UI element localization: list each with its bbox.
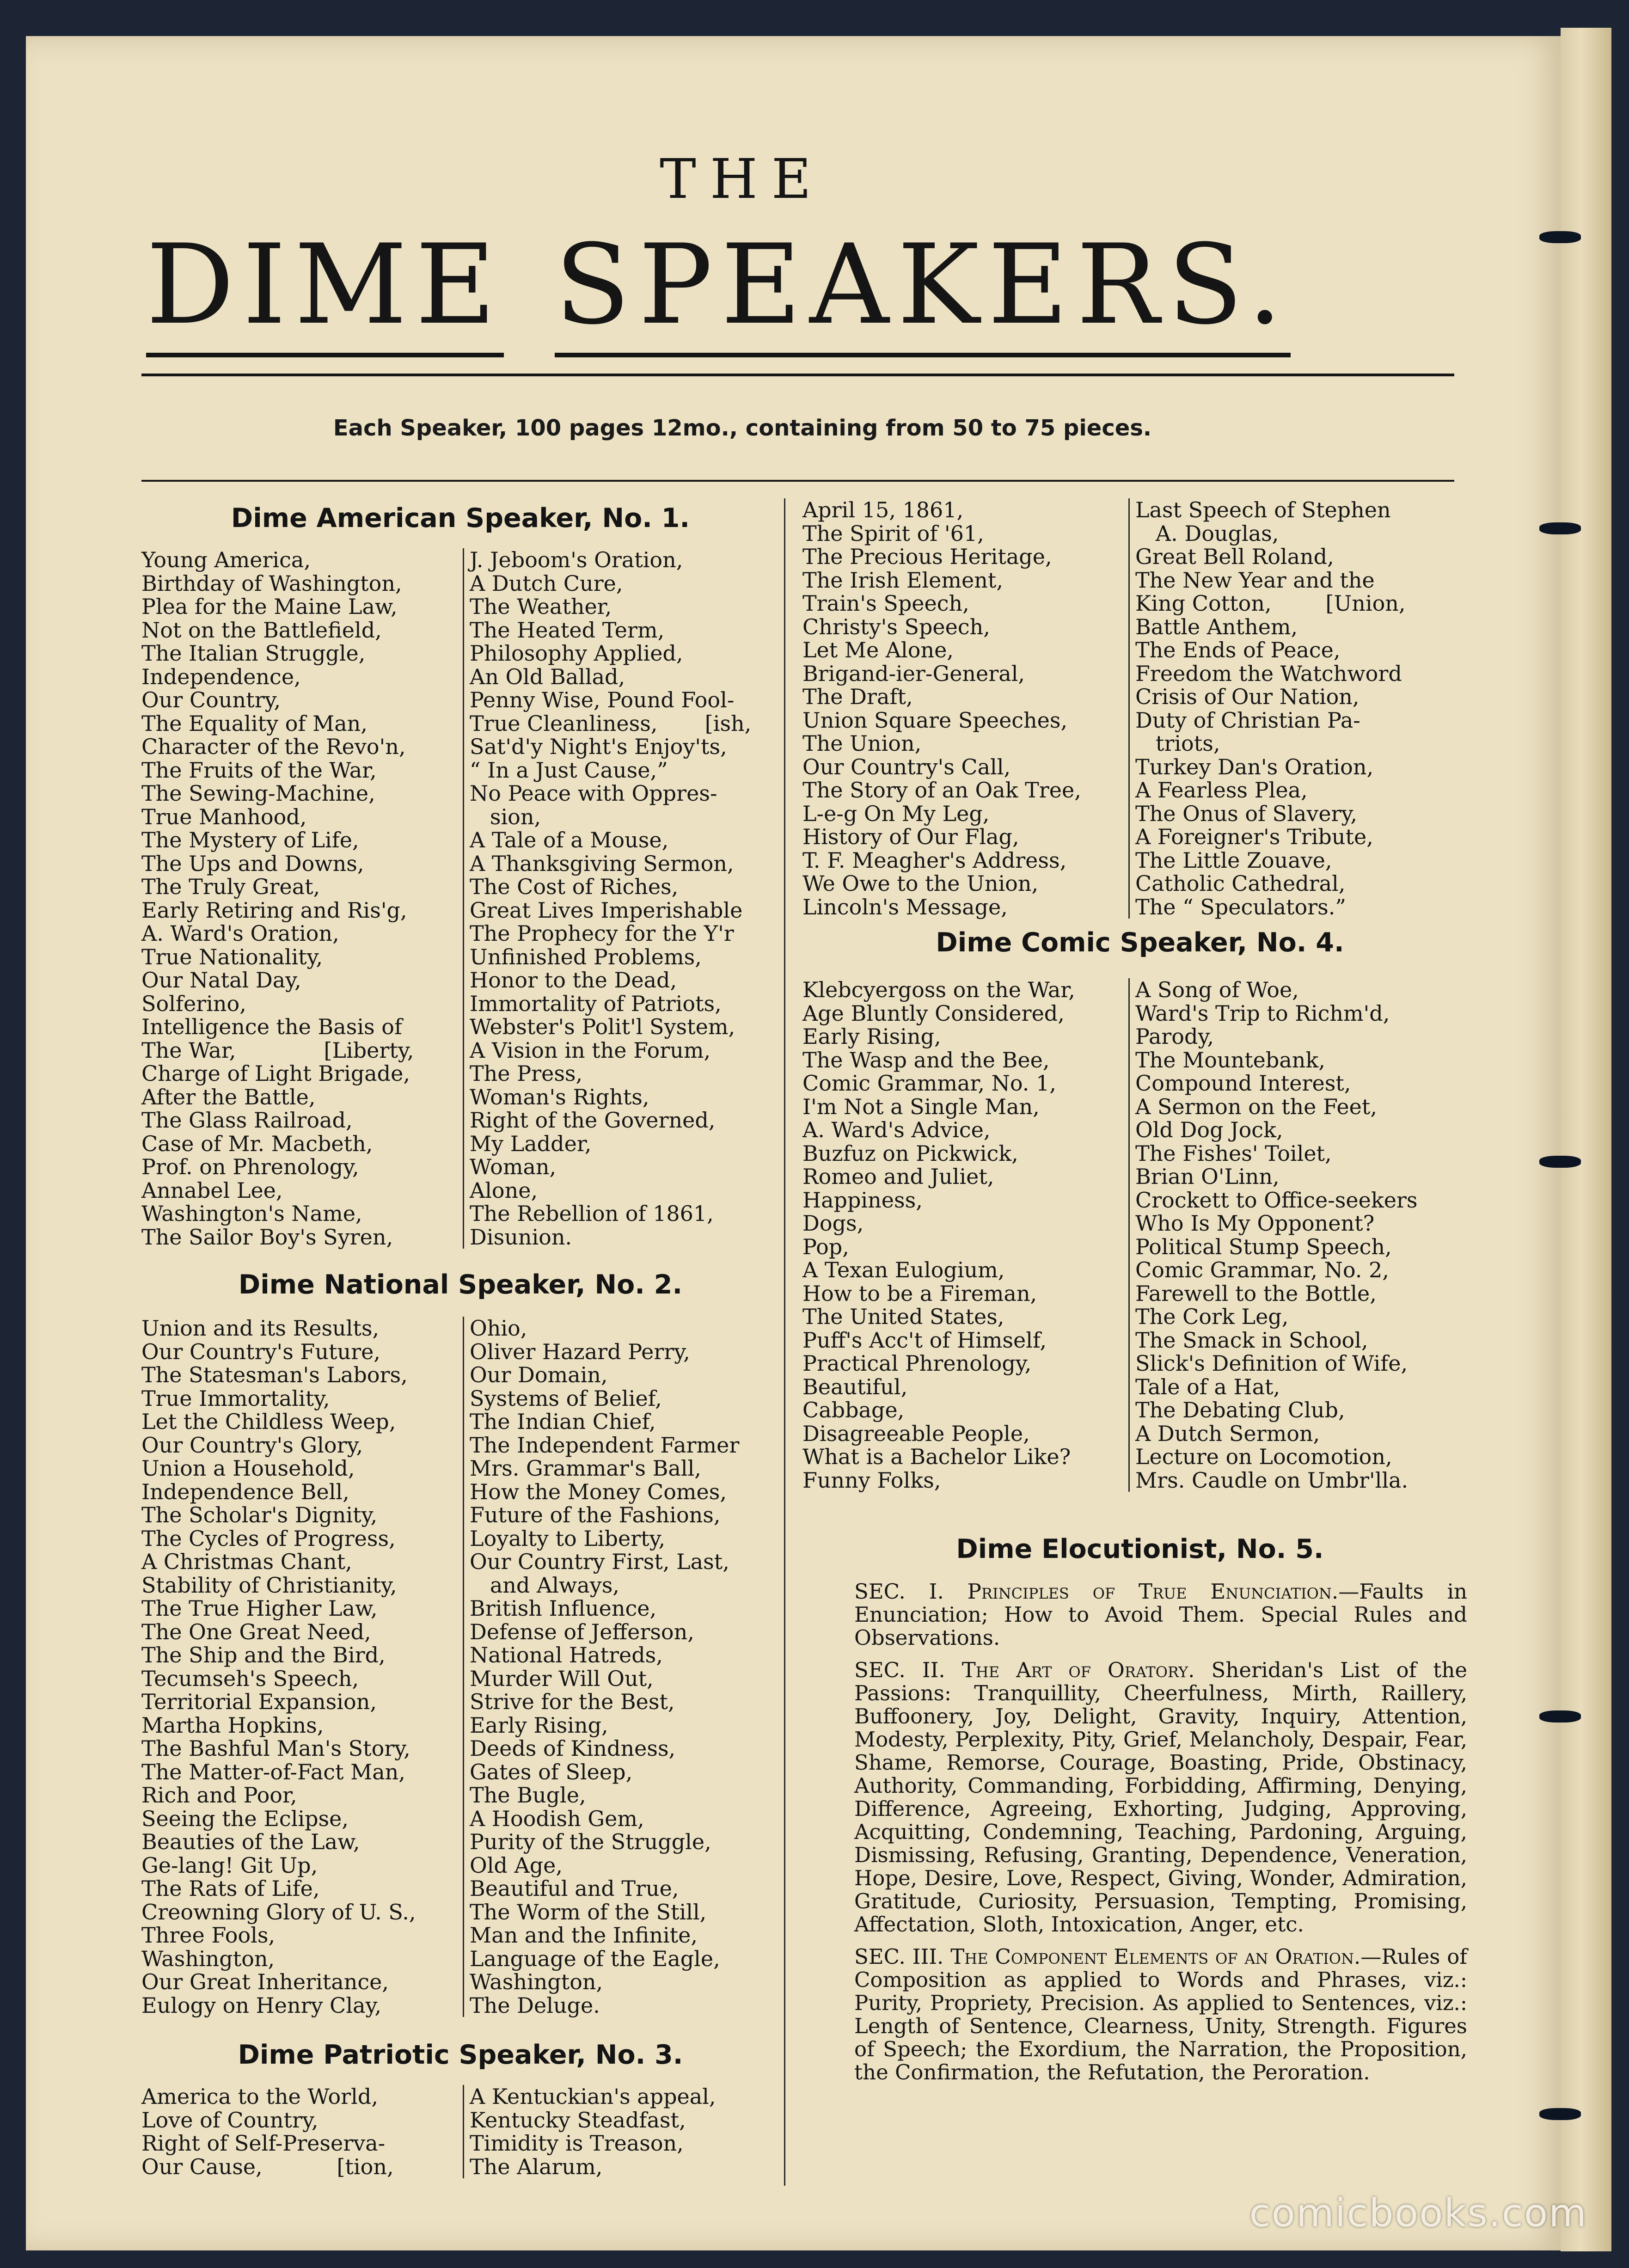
list-item: Union and its Results, (141, 1316, 380, 1341)
list-item: How to be a Fireman, (802, 1281, 1037, 1306)
list-item: Eulogy on Henry Clay, (141, 1992, 382, 2018)
list-item: The Italian Struggle, (141, 641, 366, 666)
list-item: Early Retiring and Ris'g, (141, 897, 407, 923)
list-item: A Tale of a Mouse, (470, 828, 669, 852)
list-item: Creowning Glory of U. S., (141, 1899, 416, 1925)
list-item: Woman's Rights, (470, 1084, 649, 1109)
list-item: The Precious Heritage, (802, 544, 1052, 569)
list-item: Pop, (802, 1234, 849, 1259)
elocutionist-contents (829, 1580, 1467, 2093)
list-item: The Weather, (470, 594, 612, 619)
list-item: sion, (470, 804, 541, 829)
binding-stitch (1539, 1156, 1581, 1168)
list-item: Character of the Revo'n, (141, 734, 406, 759)
list-item: No Peace with Oppres- (470, 781, 717, 806)
list-item: The Independent Farmer (470, 1432, 740, 1458)
elocutionist-section-2: SEC. II. The Art of Oratory. Sheridan's List of the Passions: Tranquillity, Cheerfulness, Mirth, Raillery, Buffoonery, Joy, Delight, Gravity, Inquiry, Attention, Modesty, Perplexity, Pity, Grief, Melancholy, Despair, Fear, Shame, Remorse, Courage, Boasting, Pride, Obstinacy, Authority, Commanding, Forbidding, Affirming, Denying, Difference, Agreeing, Exhorting, Judging, Approving, Acquitting, Condemning, Teaching, Pardoning, Arguing, Dismissing, Refusing, Granting, Dependence, Veneration, Hope, Desire, Love, Respect, Giving, Wonder, Admiration, Gratitude, Curiosity, Persuasion, Tempting, Promising, Affectation, Sloth, Intoxication, Anger, etc. (854, 1658, 1468, 1937)
list-item: Systems of Belief, (470, 1385, 662, 1411)
list-item: Klebcyergoss on the War, (802, 977, 1075, 1002)
patriotic-list-right (463, 2085, 784, 2178)
list-item: Beautiful and True, (470, 1876, 679, 1901)
national-list-left (141, 1317, 460, 2017)
list-item: National Hatreds, (470, 1643, 663, 1667)
list-item: The Truly Great, (141, 874, 320, 899)
list-item: Martha Hopkins, (141, 1712, 324, 1738)
list-item: Plea for the Maine Law, (141, 594, 398, 619)
list-item: The Prophecy for the Y'r (470, 921, 734, 946)
list-item: A. Douglas, (1135, 521, 1279, 546)
list-item: The Debating Club, (1135, 1398, 1345, 1422)
list-item: A Thanksgiving Sermon, (470, 851, 734, 876)
list-item: Union a Household, (141, 1456, 355, 1481)
list-item: Mrs. Grammar's Ball, (470, 1456, 701, 1481)
list-item: Buzfuz on Pickwick, (802, 1140, 1018, 1166)
list-item: Our Great Inheritance, (141, 1969, 389, 1994)
list-item: Deeds of Kindness, (470, 1736, 676, 1761)
list-item: T. F. Meagher's Address, (802, 847, 1067, 873)
list-item: Strive for the Best, (470, 1689, 675, 1714)
list-item: The Cork Leg, (1135, 1304, 1289, 1329)
section-heading-comic: Dime Comic Speaker, No. 4. (936, 927, 1344, 958)
list-item: Our Country First, Last, (470, 1549, 729, 1574)
list-item: Puff's Acc't of Himself, (802, 1327, 1047, 1353)
list-item: Not on the Battlefield, (141, 617, 382, 643)
binding-stitch (1539, 2108, 1581, 2120)
list-item: Stability of Christianity, (141, 1572, 397, 1598)
list-item: Washington's Name, (141, 1201, 362, 1226)
list-item: Old Age, (470, 1852, 563, 1878)
list-item: Right of the Governed, (470, 1108, 716, 1133)
list-item: Washington, (141, 1946, 275, 1971)
list-item: A Vision in the Forum, (470, 1037, 711, 1063)
title-rule (141, 374, 1454, 376)
list-item: Tecumseh's Speech, (141, 1666, 359, 1691)
list-item: Catholic Cathedral, (1135, 871, 1346, 896)
list-item: The Story of an Oak Tree, (802, 778, 1081, 803)
list-item: Solferino, (141, 991, 246, 1016)
list-item: Ge-lang! Git Up, (141, 1852, 318, 1878)
list-item: A Christmas Chant, (141, 1549, 352, 1574)
list-item: Comic Grammar, No. 2, (1135, 1257, 1389, 1282)
list-item: True Immortality, (141, 1385, 330, 1411)
list-item: Charge of Light Brigade, (141, 1061, 410, 1086)
list-item: A Foreigner's Tribute, (1135, 824, 1373, 849)
patriotic-list-continued-left (802, 498, 1126, 919)
list-item: The Ends of Peace, (1135, 637, 1341, 662)
list-item: The Cycles of Progress, (141, 1526, 396, 1551)
list-item: Slick's Definition of Wife, (1135, 1351, 1408, 1376)
list-item: The Glass Railroad, (141, 1108, 353, 1133)
list-item: Let the Childless Weep, (141, 1409, 396, 1434)
list-item: Gates of Sleep, (470, 1759, 633, 1784)
watermark: comicbooks.com (1249, 2190, 1587, 2236)
list-item: True Manhood, (141, 804, 307, 829)
list-item: Romeo and Juliet, (802, 1164, 994, 1189)
list-item: Right of Self-Preserva- (141, 2131, 386, 2156)
list-item: Turkey Dan's Oration, (1135, 754, 1374, 779)
list-item: British Influence, (470, 1596, 657, 1621)
page-title (146, 221, 1291, 349)
list-item: Beautiful, (802, 1374, 908, 1399)
comic-list-left (802, 978, 1126, 1492)
section-heading-american: Dime American Speaker, No. 1. (231, 503, 690, 533)
list-item: Early Rising, (802, 1024, 941, 1049)
list-item: Compound Interest, (1135, 1071, 1351, 1096)
comic-list-right (1128, 978, 1477, 1492)
list-item: The Sewing-Machine, (141, 781, 375, 806)
list-item: Oliver Hazard Perry, (470, 1339, 690, 1364)
list-item: Duty of Christian Pa- (1135, 707, 1360, 733)
list-item: An Old Ballad, (470, 664, 625, 689)
list-item: Brigand-ier-General, (802, 661, 1025, 686)
list-item: The Mountebank, (1135, 1047, 1325, 1073)
list-item: L-e-g On My Leg, (802, 801, 990, 826)
list-item: The Rats of Life, (141, 1876, 320, 1901)
list-item: The Draft, (802, 684, 913, 709)
list-item: Independence, (141, 664, 301, 689)
list-item: “ In a Just Cause,” (470, 757, 668, 783)
list-item: Cabbage, (802, 1398, 905, 1422)
list-item: Birthday of Washington, (141, 570, 402, 596)
list-item: Territorial Expansion, (141, 1689, 377, 1714)
list-item: The True Higher Law, (141, 1596, 378, 1621)
list-item: Loyalty to Liberty, (470, 1526, 666, 1551)
list-item: Our Domain, (470, 1362, 608, 1387)
list-item: Who Is My Opponent? (1135, 1211, 1375, 1236)
list-item: True Cleanliness, [ish, (470, 711, 752, 736)
title-word-dime: DIME (146, 221, 504, 357)
list-item: The Alarum, (470, 2154, 603, 2179)
list-item: The Irish Element, (802, 567, 1003, 593)
list-item: A Kentuckian's appeal, (470, 2084, 716, 2109)
list-item: Farewell to the Bottle, (1135, 1281, 1377, 1306)
list-item: Our Country's Call, (802, 754, 1011, 779)
list-item: The Spirit of '61, (802, 521, 984, 546)
elocutionist-section-1: SEC. I. Principles of True Enunciation.—Faults in Enunciation; How to Avoid Them. Special Rules and Observations. (854, 1579, 1467, 1650)
list-item: Old Dog Jock, (1135, 1117, 1283, 1142)
list-item: J. Jeboom's Oration, (470, 547, 683, 572)
list-item: We Owe to the Union, (802, 871, 1039, 896)
page-edge (1561, 28, 1611, 2251)
list-item: Our Country's Future, (141, 1339, 380, 1364)
subheading: Each Speaker, 100 pages 12mo., containing from 50 to 75 pieces. (333, 415, 1152, 441)
list-item: Freedom the Watchword (1135, 661, 1402, 686)
list-item: Timidity is Treason, (470, 2131, 684, 2156)
list-item: Independence Bell, (141, 1479, 349, 1504)
list-item: Kentucky Steadfast, (470, 2107, 686, 2133)
list-item: The Fruits of the War, (141, 757, 377, 783)
list-item: Purity of the Struggle, (470, 1829, 711, 1854)
list-item: Defense of Jefferson, (470, 1619, 694, 1644)
list-item: Honor to the Dead, (470, 968, 677, 993)
list-item: The Smack in School, (1135, 1327, 1368, 1353)
list-item: I'm Not a Single Man, (802, 1094, 1040, 1119)
list-item: The Onus of Slavery, (1135, 801, 1358, 826)
list-item: The Ups and Downs, (141, 851, 364, 876)
list-item: What is a Bachelor Like? (802, 1444, 1071, 1469)
list-item: Our Country's Glory, (141, 1432, 363, 1458)
list-item: A Sermon on the Feet, (1135, 1094, 1377, 1119)
list-item: The Union, (802, 731, 922, 756)
list-item: The Bugle, (470, 1783, 586, 1808)
list-item: Ohio, (470, 1316, 527, 1341)
list-item: Union Square Speeches, (802, 707, 1068, 733)
list-item: Our Cause, [tion, (141, 2154, 394, 2179)
list-item: Intelligence the Basis of (141, 1014, 402, 1039)
list-item: A. Ward's Oration, (141, 921, 339, 946)
list-item: A Hoodish Gem, (470, 1806, 644, 1831)
list-item: The Little Zouave, (1135, 847, 1332, 873)
list-item: The Cost of Riches, (470, 874, 679, 899)
list-item: Great Bell Roland, (1135, 544, 1334, 569)
patriotic-list-continued-right (1128, 498, 1477, 919)
list-item: The Deluge. (470, 1992, 600, 2018)
patriotic-list-left (141, 2085, 460, 2178)
list-item: The Press, (470, 1061, 583, 1086)
list-item: The Bashful Man's Story, (141, 1736, 410, 1761)
american-list-right (463, 548, 784, 1249)
list-item: The Rebellion of 1861, (470, 1201, 714, 1226)
list-item: A Song of Woe, (1135, 977, 1299, 1002)
list-item: The New Year and the (1135, 567, 1375, 593)
list-item: Washington, (470, 1969, 603, 1994)
list-item: A Dutch Cure, (470, 570, 623, 596)
list-item: Immortality of Patriots, (470, 991, 722, 1016)
list-item: Annabel Lee, (141, 1177, 283, 1203)
list-item: Great Lives Imperishable (470, 897, 743, 923)
title-word-speakers: SPEAKERS. (555, 221, 1291, 357)
list-item: A. Ward's Advice, (802, 1117, 991, 1142)
list-item: True Nationality, (141, 944, 323, 969)
binding-stitch (1539, 522, 1581, 534)
list-item: The Ship and the Bird, (141, 1643, 386, 1667)
section-heading-patriotic: Dime Patriotic Speaker, No. 3. (238, 2040, 683, 2070)
list-item: King Cotton, [Union, (1135, 591, 1406, 616)
list-item: Age Bluntly Considered, (802, 1000, 1065, 1026)
list-item: The Heated Term, (470, 617, 665, 643)
list-item: Christy's Speech, (802, 614, 990, 639)
list-item: The War, [Liberty, (141, 1037, 414, 1063)
elocutionist-section-3: SEC. III. The Component Elements of an Oration.—Rules of Composition as applied to Words and Phrases, viz.: Purity, Propriety, Precision. As applied to Sentences, viz.: Length of Sentence, Clearness, Unity, Strength. Figures of Speech; the Exordium, the Narration, the Proposition, the Confirmation, the Refutation, the Peroration. (854, 1944, 1467, 2084)
list-item: Funny Folks, (802, 1467, 941, 1493)
list-item: Philosophy Applied, (470, 641, 683, 666)
list-item: triots, (1135, 731, 1220, 756)
binding-stitch (1539, 231, 1581, 243)
list-item: Early Rising, (470, 1712, 608, 1738)
list-item: Lecture on Locomotion, (1135, 1444, 1392, 1469)
list-item: A Dutch Sermon, (1135, 1421, 1320, 1446)
list-item: Let Me Alone, (802, 637, 954, 662)
list-item: The Scholar's Dignity, (141, 1502, 378, 1527)
list-item: Our Country, (141, 687, 281, 712)
list-item: The Equality of Man, (141, 711, 367, 736)
national-list-right (463, 1317, 784, 2017)
list-item: Comic Grammar, No. 1, (802, 1071, 1056, 1096)
binding-stitch (1539, 1710, 1581, 1722)
list-item: The Mystery of Life, (141, 828, 359, 852)
title-the: THE (660, 147, 825, 211)
list-item: A Texan Eulogium, (802, 1257, 1005, 1282)
list-item: The Worm of the Still, (470, 1899, 707, 1925)
list-item: Man and the Infinite, (470, 1923, 698, 1948)
list-item: My Ladder, (470, 1131, 592, 1156)
list-item: Disunion. (470, 1224, 572, 1250)
list-item: Seeing the Eclipse, (141, 1806, 349, 1831)
list-item: Tale of a Hat, (1135, 1374, 1280, 1399)
list-item: Practical Phrenology, (802, 1351, 1032, 1376)
list-item: Sat'd'y Night's Enjoy'ts, (470, 734, 727, 759)
list-item: Dogs, (802, 1211, 864, 1236)
list-item: Brian O'Linn, (1135, 1164, 1280, 1189)
section-heading-national: Dime National Speaker, No. 2. (238, 1269, 683, 1300)
list-item: A Fearless Plea, (1135, 778, 1308, 803)
list-item: Case of Mr. Macbeth, (141, 1131, 373, 1156)
column-divider (784, 498, 785, 2186)
list-item: Penny Wise, Pound Fool- (470, 687, 735, 712)
list-item: Young America, (141, 547, 311, 572)
list-item: Parody, (1135, 1024, 1214, 1049)
list-item: The Indian Chief, (470, 1409, 656, 1434)
list-item: and Always, (470, 1572, 619, 1598)
list-item: How the Money Comes, (470, 1479, 727, 1504)
list-item: Happiness, (802, 1187, 923, 1213)
list-item: Lincoln's Message, (802, 894, 1008, 919)
list-item: Prof. on Phrenology, (141, 1154, 359, 1179)
list-item: The One Great Need, (141, 1619, 371, 1644)
list-item: Woman, (470, 1154, 557, 1179)
list-item: America to the World, (141, 2084, 378, 2109)
list-item: Beauties of the Law, (141, 1829, 360, 1854)
american-list-left (141, 548, 460, 1249)
list-item: Train's Speech, (802, 591, 969, 616)
list-item: The Wasp and the Bee, (802, 1047, 1050, 1073)
list-item: Crockett to Office-seekers (1135, 1187, 1418, 1213)
section-heading-elocutionist: Dime Elocutionist, No. 5. (956, 1534, 1324, 1564)
list-item: Webster's Polit'l System, (470, 1014, 735, 1039)
list-item: Political Stump Speech, (1135, 1234, 1392, 1259)
list-item: Future of the Fashions, (470, 1502, 721, 1527)
list-item: Last Speech of Stephen (1135, 497, 1391, 522)
list-item: Unfinished Problems, (470, 944, 702, 969)
list-item: Ward's Trip to Richm'd, (1135, 1000, 1390, 1026)
list-item: Mrs. Caudle on Umbr'lla. (1135, 1467, 1409, 1493)
catalog-page (26, 36, 1561, 2250)
list-item: Three Fools, (141, 1923, 276, 1948)
list-item: History of Our Flag, (802, 824, 1019, 849)
list-item: The Fishes' Toilet, (1135, 1140, 1332, 1166)
list-item: The “ Speculators.” (1135, 894, 1346, 919)
list-item: Alone, (470, 1177, 538, 1203)
header-rule (141, 480, 1454, 482)
list-item: April 15, 1861, (802, 497, 964, 522)
list-item: The Sailor Boy's Syren, (141, 1224, 393, 1250)
list-item: The United States, (802, 1304, 1004, 1329)
list-item: Murder Will Out, (470, 1666, 654, 1691)
list-item: Our Natal Day, (141, 968, 301, 993)
list-item: The Matter-of-Fact Man, (141, 1759, 405, 1784)
list-item: Battle Anthem, (1135, 614, 1298, 639)
list-item: After the Battle, (141, 1084, 316, 1109)
list-item: Crisis of Our Nation, (1135, 684, 1360, 709)
list-item: The Statesman's Labors, (141, 1362, 408, 1387)
list-item: Love of Country, (141, 2107, 318, 2133)
list-item: Disagreeable People, (802, 1421, 1030, 1446)
list-item: Rich and Poor, (141, 1783, 297, 1808)
list-item: Language of the Eagle, (470, 1946, 720, 1971)
